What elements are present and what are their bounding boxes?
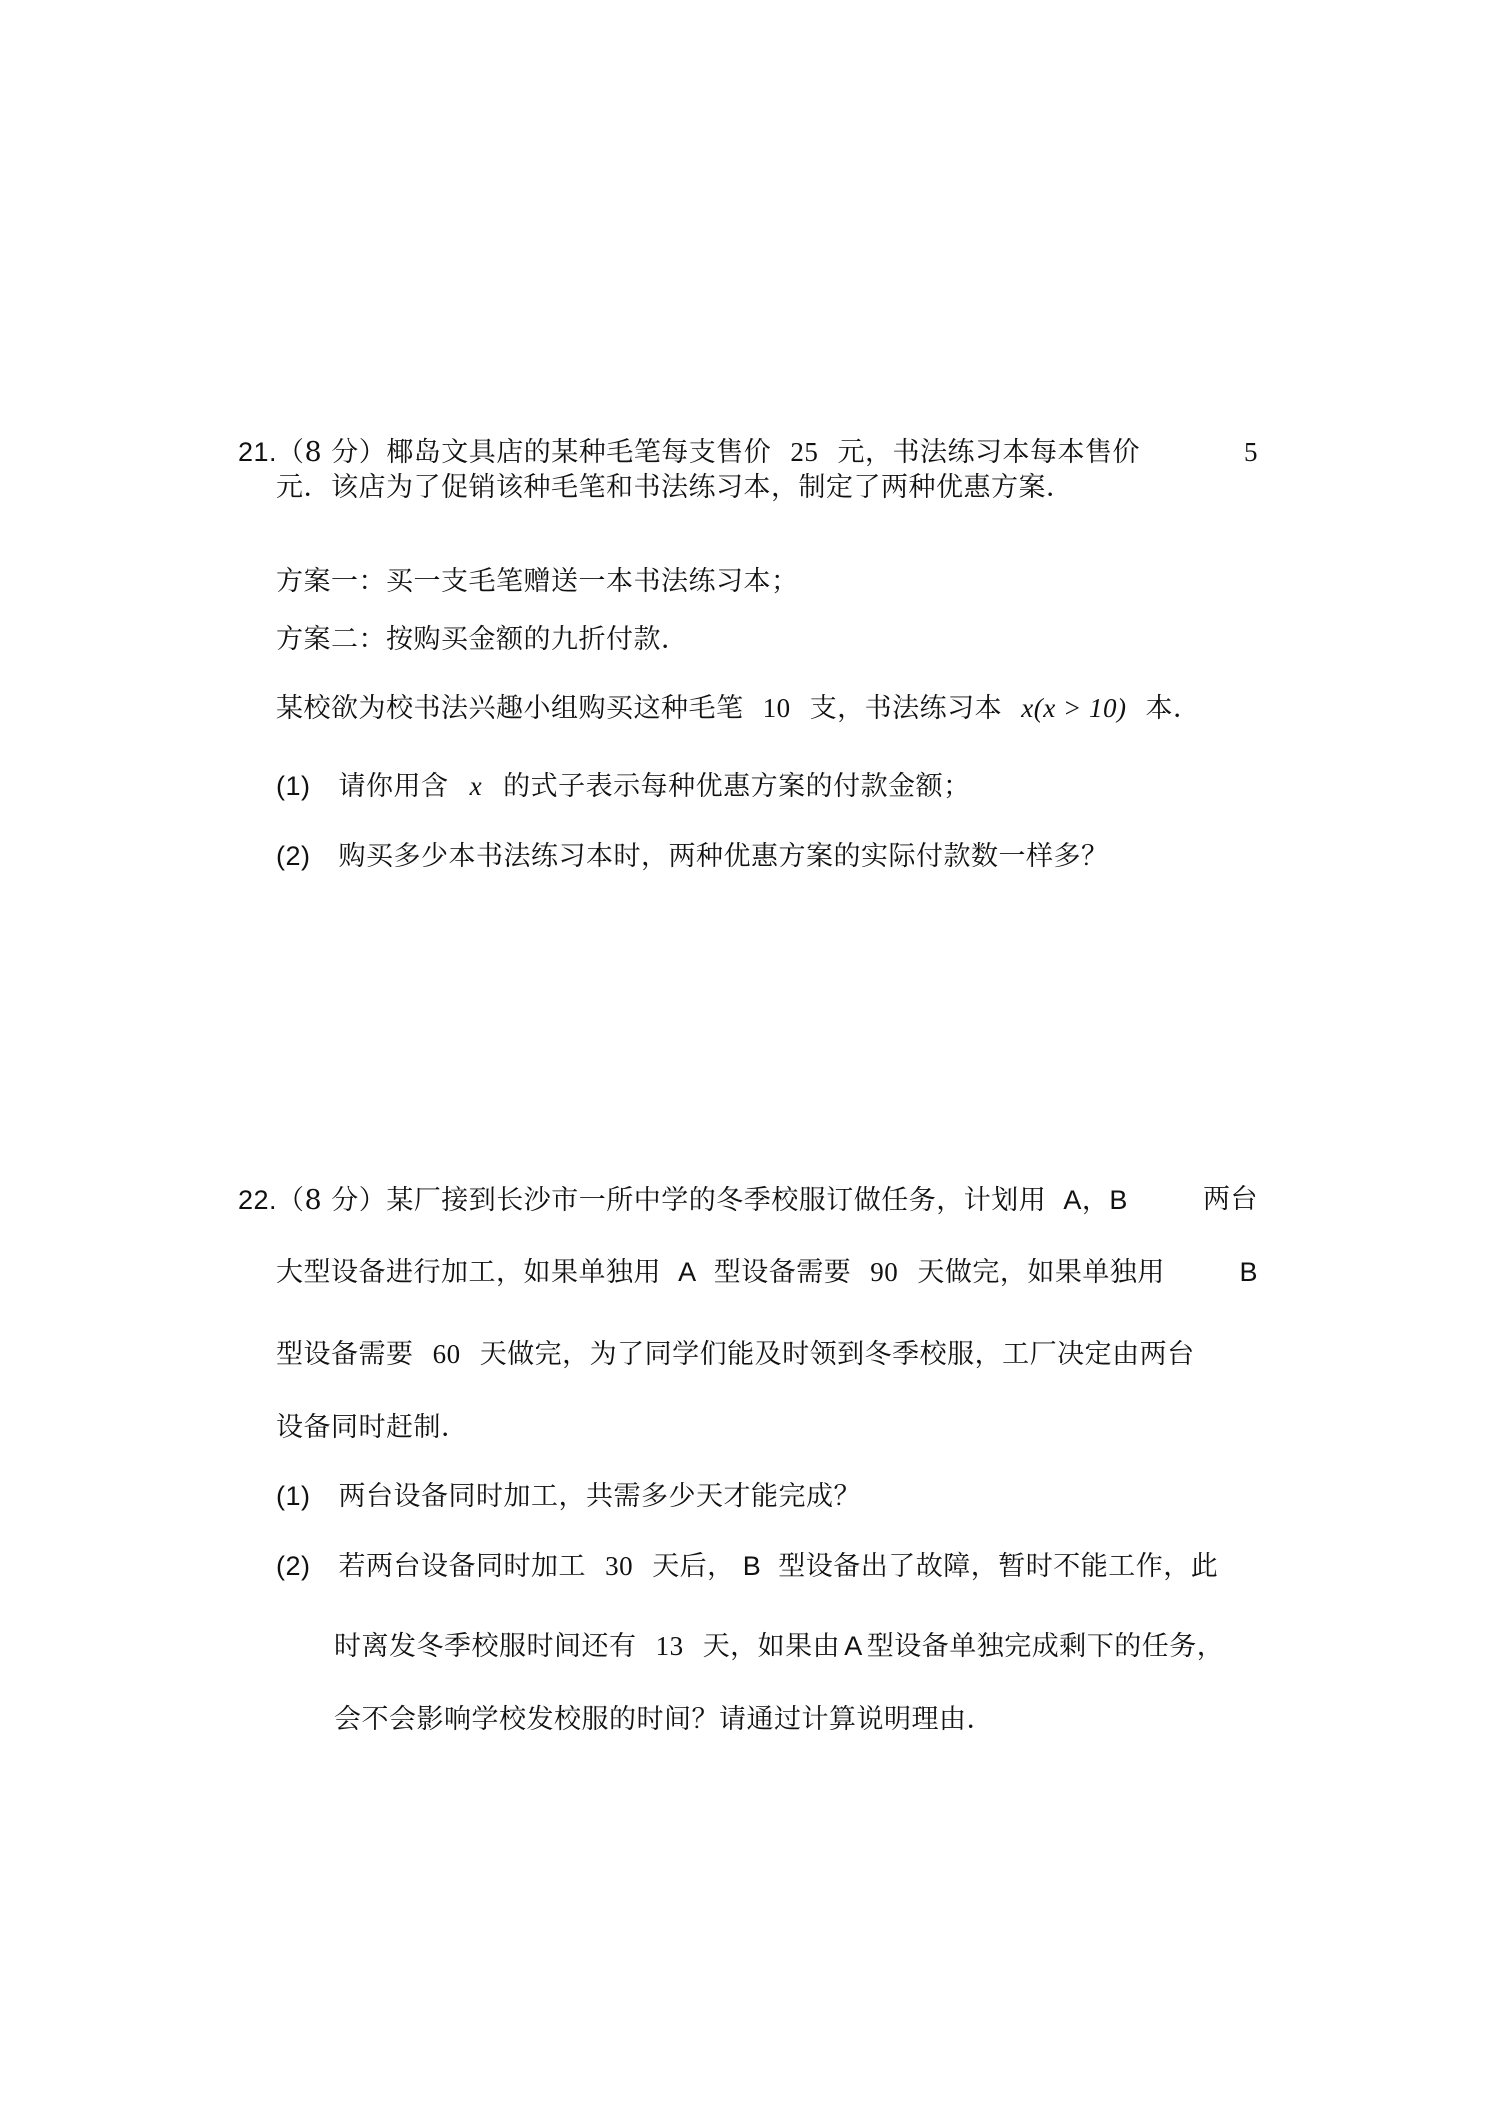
q22-line-3: 型设备需要 60 天做完，为了同学们能及时领到冬季校服，工厂决定由两台 <box>276 1339 1195 1370</box>
book-count-condition: x(x > 10) <box>1021 693 1127 723</box>
pen-price: 25 <box>790 437 819 467</box>
sub-label: (2) <box>276 1551 311 1581</box>
sub-label: (2) <box>276 841 311 871</box>
q22-line-2: 大型设备进行加工，如果单独用 A 型设备需要 90 天做完，如果单独用 B <box>276 1257 1258 1288</box>
q21-plan-2: 方案二：按购买金额的九折付款． <box>276 624 689 655</box>
q21-sub-2: (2) 购买多少本书法练习本时，两种优惠方案的实际付款数一样多？ <box>276 841 1109 872</box>
q21-score: （8 分） <box>277 437 387 468</box>
q21-line-2: 元．该店为了促销该种毛笔和书法练习本，制定了两种优惠方案． <box>276 472 1074 503</box>
q22-line-1: 22.（8 分）某厂接到长沙市一所中学的冬季校服订做任务，计划用 A，B 两台 <box>238 1184 1258 1216</box>
q21-number: 21. <box>238 437 278 467</box>
sub-label: (1) <box>276 771 311 801</box>
sub-label: (1) <box>276 1481 311 1511</box>
days-b: 60 <box>432 1339 461 1369</box>
q21-plan-1: 方案一：买一支毛笔赠送一本书法练习本； <box>276 566 799 597</box>
q22-score: （8 分） <box>277 1185 387 1216</box>
q22-sub-2-line-2: 时离发冬季校服时间还有 13 天，如果由 A 型设备单独完成剩下的任务， <box>334 1631 1225 1662</box>
q21-sub-1: (1) 请你用含 x 的式子表示每种优惠方案的付款金额； <box>276 771 971 802</box>
q22-number: 22. <box>238 1185 278 1215</box>
book-price: 5 <box>1244 437 1258 467</box>
q22-sub-2-line-3: 会不会影响学校发校服的时间？请通过计算说明理由． <box>334 1704 994 1735</box>
q22-sub-2: (2) 若两台设备同时加工 30 天后， B 型设备出了故障，暂时不能工作，此 <box>276 1551 1219 1582</box>
pen-count: 10 <box>762 693 791 723</box>
q22-sub-1: (1) 两台设备同时加工，共需多少天才能完成？ <box>276 1481 861 1512</box>
q21-line-5: 某校欲为校书法兴趣小组购买这种毛笔 10 支，书法练习本 x(x > 10) 本． <box>276 693 1201 724</box>
variable-x: x <box>469 771 483 801</box>
days-a: 90 <box>870 1257 899 1287</box>
q22-line-4: 设备同时赶制． <box>276 1412 469 1443</box>
q21-line-1: 21.（8 分）椰岛文具店的某种毛笔每支售价 25 元，书法练习本每本售价 5 <box>238 434 1258 471</box>
